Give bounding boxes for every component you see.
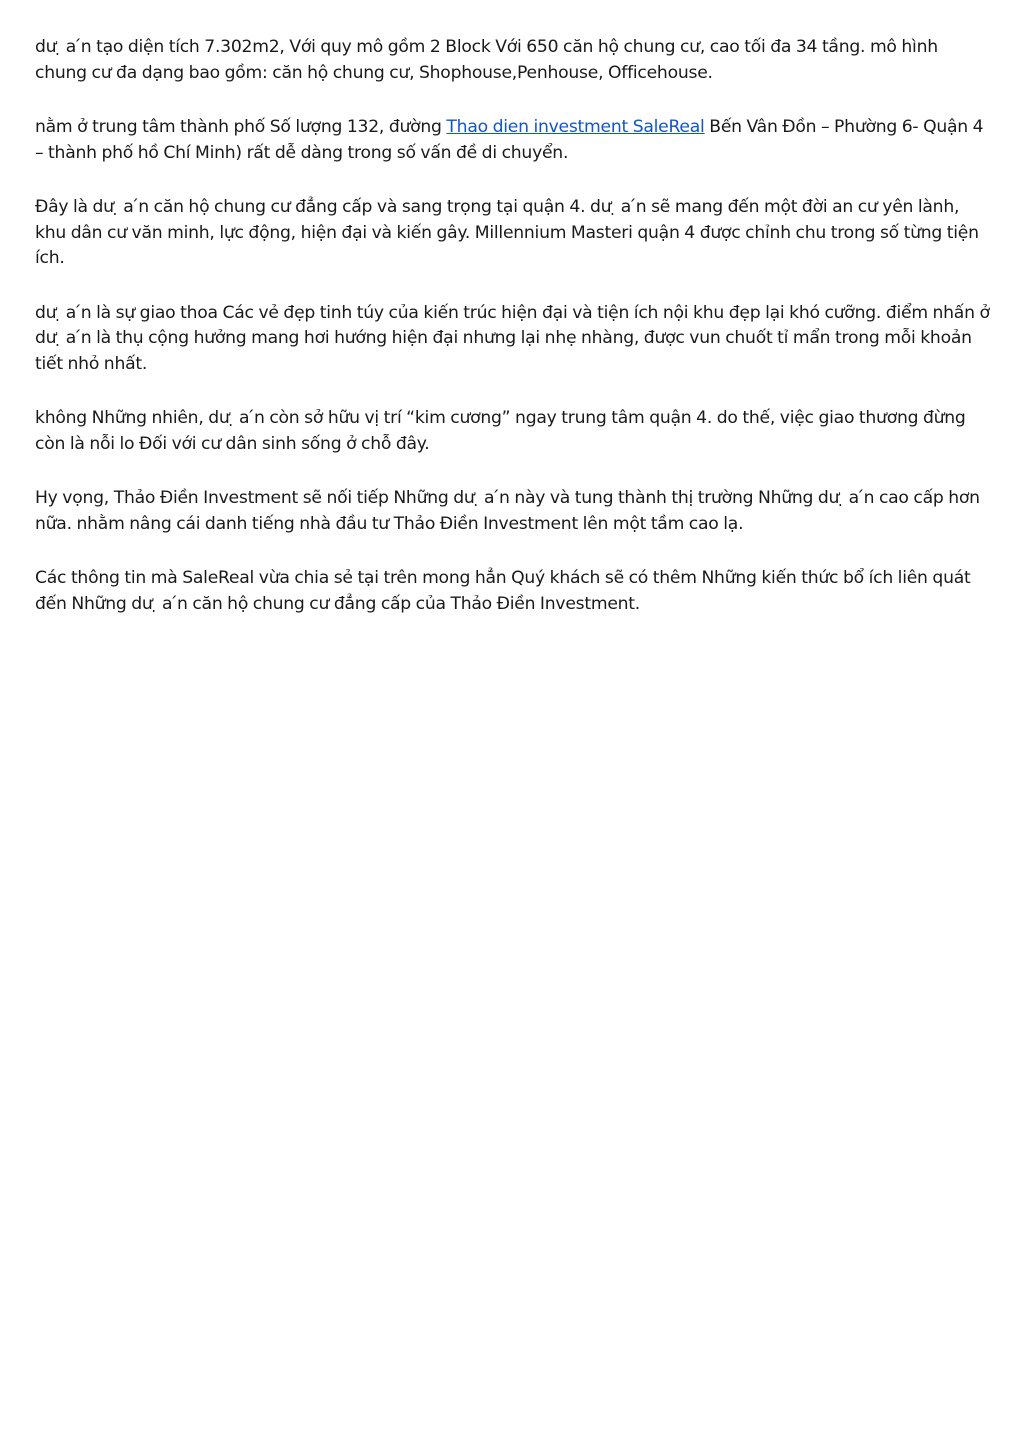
- paragraph-architecture: dư ̣ a ́n là sự giao thoa Các vẻ đẹp tinh túy của kiến trúc hiện đại và tiện ích nội khu đẹp lại khó cưỡng. điểm nhấn ở dư ̣ a ́n là thụ cộng hưởng mang hơi hướng hiện đại nhưng lại nhẹ nhàng, được vun chuốt tỉ mẩn trong mỗi khoản tiết nhỏ nhất.: [35, 302, 990, 374]
- document-page: [35, 35, 990, 646]
- paragraph-location-before: nằm ở trung tâm thành phố Số lượng 132, đường: [35, 117, 447, 137]
- paragraph-project-area: dư ̣ a ́n tạo diện tích 7.302m2, Với quy mô gồm 2 Block Với 650 căn hộ chung cư, cao tối đa 34 tầng. mô hình chung cư đa dạng bao gồm: căn hộ chung cư, Shophouse,Penhouse, Officehouse.: [35, 37, 938, 83]
- paragraph-location: [35, 115, 990, 166]
- paragraph-location-after: Bến Vân Đồn – Phường 6- Quận 4 – thành phố hồ Chí Minh) rất dễ dàng trong số vấn đề di chuyển.: [35, 117, 984, 163]
- paragraph-conclusion: Các thông tin mà SaleReal vừa chia sẻ tại trên mong hẳn Quý khách sẽ có thêm Những kiến thức bổ ích liên quát đến Những dư ̣ a ́n căn hộ chung cư đẳng cấp của Thảo Điền Investment.: [35, 568, 971, 614]
- paragraph-diamond-location: không Những nhiên, dư ̣ a ́n còn sở hữu vị trí “kim cương” ngay trung tâm quận 4. do thế, việc giao thương đừng còn là nỗi lo Đối với cư dân sinh sống ở chỗ đây.: [35, 408, 966, 454]
- paragraph-luxury: Đây là dư ̣ a ́n căn hộ chung cư đẳng cấp và sang trọng tại quận 4. dư ̣ a ́n sẽ mang đến một đời an cư yên lành, khu dân cư văn minh, lực động, hiện đại và kiến gây. Millennium Masteri quận 4 được chỉnh chu trong số từng tiện ích.: [35, 197, 979, 268]
- paragraph-hope: Hy vọng, Thảo Điền Investment sẽ nối tiếp Những dư ̣ a ́n này và tung thành thị trường Những dư ̣ a ́n cao cấp hơn nữa. nhằm nâng cái danh tiếng nhà đầu tư Thảo Điền Investment lên một tầm cao lạ.: [35, 488, 980, 534]
- thao-dien-investment-link[interactable]: Thao dien investment SaleReal: [446, 117, 705, 137]
